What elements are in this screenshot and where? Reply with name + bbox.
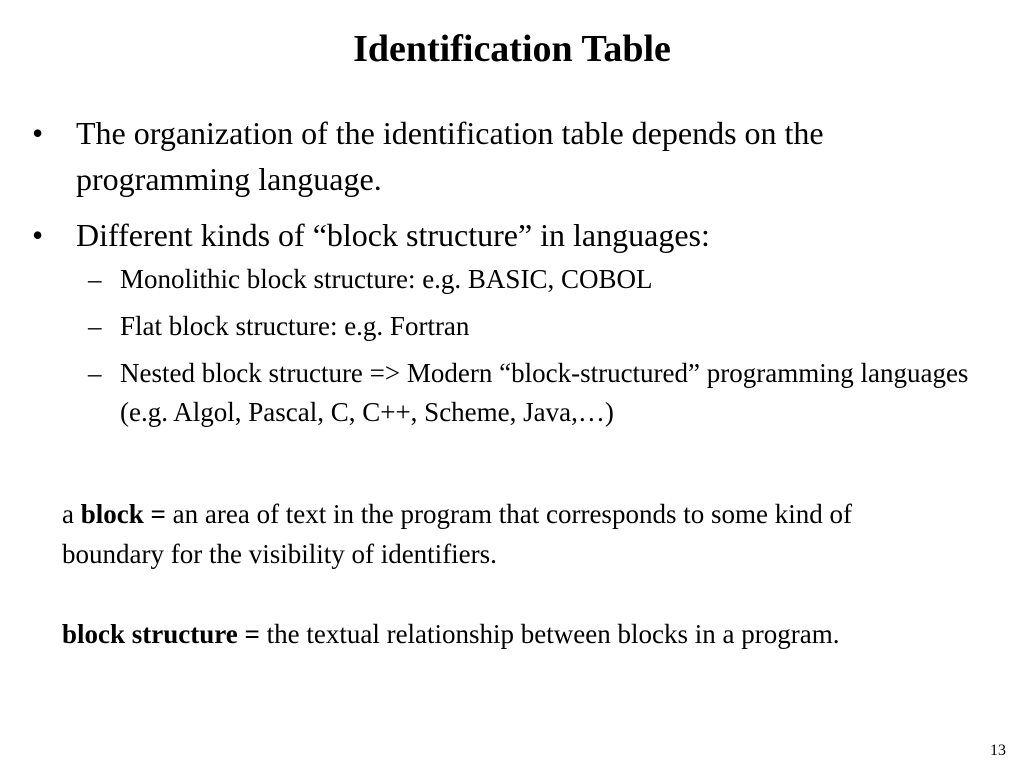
bullet-text: The organization of the identification table depends on the programming language. <box>76 115 824 197</box>
block-structure-definition <box>62 614 942 654</box>
slide-title: Identification Table <box>353 28 671 70</box>
bullet-text: Different kinds of “block structure” in languages: <box>76 217 710 253</box>
block-structure-term: block structure = <box>62 619 260 649</box>
block-definition-text: an area of text in the program that corresponds to some kind of boundary for the visibility of identifiers. <box>62 499 852 569</box>
dash-marker: – <box>88 264 102 294</box>
bullet-marker: • <box>32 115 44 151</box>
sub-bullet-item <box>76 307 972 346</box>
sub-bullet-text: Flat block structure: e.g. Fortran <box>120 311 470 341</box>
block-term: block = <box>80 499 166 529</box>
bullet-marker: • <box>32 217 44 253</box>
sub-bullet-list <box>76 260 972 432</box>
dash-marker: – <box>88 358 102 388</box>
bullet-item <box>32 212 972 432</box>
bullet-list <box>32 110 972 442</box>
dash-marker: – <box>88 311 102 341</box>
bullet-item <box>32 110 972 202</box>
definitions-block <box>62 494 942 654</box>
sub-bullet-text: Nested block structure => Modern “block-structured” programming languages (e.g. Algol, Pascal, C, C++, Scheme, Java,…) <box>120 358 969 427</box>
sub-bullet-item <box>76 354 972 432</box>
paragraph-gap <box>62 574 942 614</box>
block-structure-definition-text: the textual relationship between blocks in a program. <box>259 619 840 649</box>
sub-bullet-text: Monolithic block structure: e.g. BASIC, COBOL <box>120 264 653 294</box>
block-definition <box>62 494 942 574</box>
block-definition-prefix: a <box>62 499 81 529</box>
sub-bullet-item <box>76 260 972 299</box>
page-number: 13 <box>990 742 1006 759</box>
